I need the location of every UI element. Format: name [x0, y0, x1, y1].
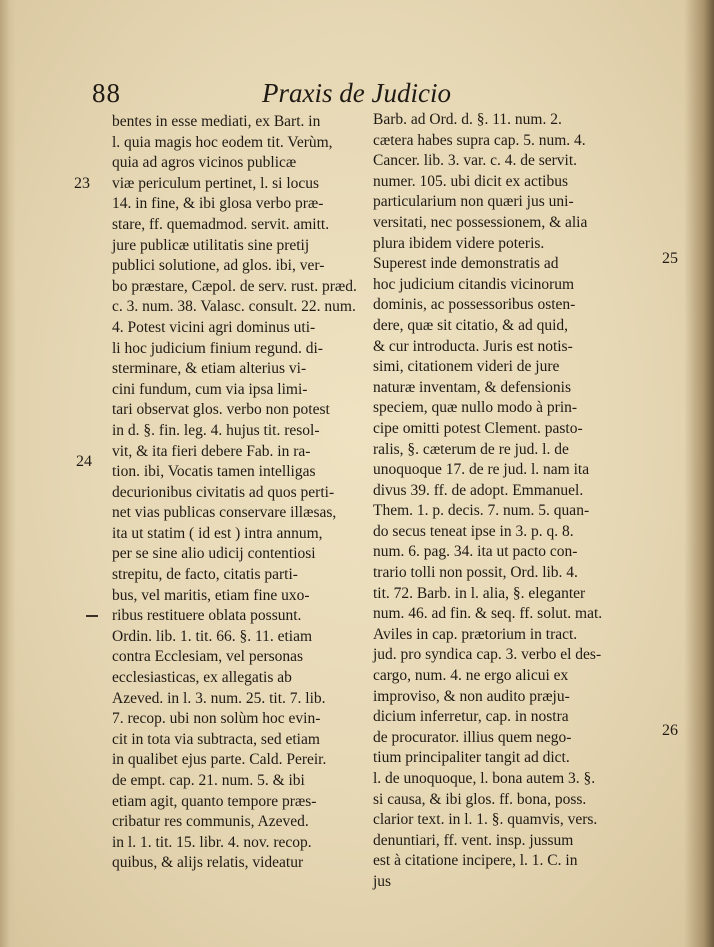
- right-column-line: jud. pro syndica cap. 3. verbo el des-: [373, 646, 602, 664]
- right-column-line: cargo, num. 4. ne ergo alicui ex: [373, 667, 569, 685]
- right-column-line: num. 6. pag. 34. ita ut pacto con-: [373, 543, 578, 561]
- left-column-line: 14. in fine, & ibi glosa verbo præ-: [112, 195, 324, 213]
- left-column-line: 7. recop. ubi non solùm hoc evin-: [112, 710, 321, 728]
- page-number: 88: [92, 78, 121, 108]
- left-column-line: bo præstare, Cæpol. de serv. rust. præd.: [112, 277, 357, 295]
- right-column-line: particularium non quæri jus uni-: [373, 193, 574, 211]
- left-column-line: decurionibus civitatis ad quos perti-: [112, 483, 335, 501]
- left-column-line: in l. 1. tit. 15. libr. 4. nov. recop.: [112, 833, 312, 851]
- right-column-line: dicium inferretur, cap. in nostra: [373, 708, 569, 726]
- right-column-line: cipe omitti potest Clement. pasto-: [373, 419, 583, 437]
- left-column-line: ita ut statim ( id est ) intra annum,: [112, 524, 323, 542]
- right-column-line: cætera habes supra cap. 5. num. 4.: [373, 131, 586, 149]
- page-header: [92, 74, 464, 114]
- right-column-line: Cancer. lib. 3. var. c. 4. de servit.: [373, 152, 578, 170]
- right-column-line: Superest inde demonstratis ad: [373, 255, 559, 273]
- margin-dash-mark: [86, 615, 98, 617]
- right-column-line: divus 39. ff. de adopt. Emmanuel.: [373, 481, 584, 499]
- left-column-line: ribus restituere oblata possunt.: [112, 607, 302, 625]
- left-column-line: net vias publicas conservare illæsas,: [112, 504, 337, 522]
- left-column-line: stare, ff. quemadmod. servit. amitt.: [112, 215, 330, 233]
- left-column-line: li hoc judicium finium regund. di-: [112, 339, 323, 357]
- margin-number-26: 26: [662, 722, 678, 739]
- right-column-line: improviso, & non audito præju-: [373, 687, 570, 705]
- right-column-line: est à citatione incipere, l. 1. C. in: [373, 852, 578, 870]
- right-column-line: clarior text. in l. 1. §. quamvis, vers.: [373, 811, 598, 829]
- right-column-line: & cur introducta. Juris est notis-: [373, 337, 573, 355]
- right-column-line: simi, citationem videri de jure: [373, 358, 560, 376]
- left-column-line: in d. §. fin. leg. 4. hujus tit. resol-: [112, 421, 320, 439]
- right-column-line: si causa, & ibi glos. ff. bona, poss.: [373, 790, 587, 808]
- left-column-line: bentes in esse mediati, ex Bart. in: [112, 113, 321, 130]
- right-column-line: plura ibidem videre poteris.: [373, 234, 545, 252]
- left-column-line: c. 3. num. 38. Valasc. consult. 22. num.: [112, 298, 356, 316]
- left-column-line: cit in tota via subtracta, sed etiam: [112, 730, 320, 748]
- left-column-line: cini fundum, cum via ipsa limi-: [112, 380, 308, 398]
- left-column-line: sterminare, & etiam alterius vi-: [112, 360, 307, 378]
- left-column-line: per se sine alio udicij contentiosi: [112, 545, 316, 563]
- left-column-line: vit, & ita fieri debere Fab. in ra-: [112, 442, 311, 460]
- right-column-line: speciem, quæ nullo modo à prin-: [373, 399, 578, 417]
- left-column-line: Ordin. lib. 1. tit. 66. §. 11. etiam: [112, 627, 313, 645]
- left-column-line: publici solutione, ad glos. ibi, ver-: [112, 257, 325, 275]
- running-title: Praxis de Judicio: [262, 78, 451, 108]
- page-right-edge-shadow: [684, 0, 714, 947]
- left-text-column: [112, 112, 374, 874]
- left-column-line: 4. Potest vicini agri dominus uti-: [112, 318, 316, 336]
- right-column-line: l. de unoquoque, l. bona autem 3. §.: [373, 770, 596, 787]
- margin-number-23: 23: [74, 175, 90, 192]
- left-column-line: viæ periculum pertinet, l. si locus: [112, 174, 320, 192]
- right-column-line: ralis, §. cæterum de re jud. l. de: [373, 440, 569, 458]
- right-column-line: versitati, nec possessionem, & alia: [373, 213, 588, 231]
- right-column-line: numer. 105. ubi dicit ex actibus: [373, 172, 569, 190]
- left-column-line: etiam agit, quanto tempore præs-: [112, 792, 317, 810]
- margin-number-24: 24: [76, 453, 92, 470]
- left-column-line: quia ad agros vicinos publicæ: [112, 154, 297, 172]
- right-column-line: unoquoque 17. de re jud. l. nam ita: [373, 461, 590, 479]
- right-column-line: trario tolli non possit, Ord. lib. 4.: [373, 564, 578, 582]
- right-column-line: naturæ inventam, & defensionis: [373, 378, 572, 396]
- margin-number-25: 25: [662, 250, 678, 267]
- left-column-line: bus, vel maritis, etiam fine uxo-: [112, 586, 310, 604]
- right-column-line: do secus teneat ipse in 3. p. q. 8.: [373, 522, 574, 540]
- right-text-column: [373, 110, 635, 893]
- left-column-line: tion. ibi, Vocatis tamen intelligas: [112, 463, 316, 481]
- right-column-line: Them. 1. p. decis. 7. num. 5. quan-: [373, 502, 590, 520]
- right-column-line: num. 46. ad fin. & seq. ff. solut. mat.: [373, 605, 603, 623]
- right-column-line: Aviles in cap. prætorium in tract.: [373, 625, 578, 643]
- right-column-line: denuntiari, ff. vent. insp. jussum: [373, 831, 574, 849]
- left-column-line: tari observat glos. verbo non potest: [112, 401, 330, 419]
- right-column-line: jus: [373, 872, 392, 890]
- left-column-line: cribatur res communis, Azeved.: [112, 813, 309, 831]
- left-column-line: ecclesiasticas, ex allegatis ab: [112, 669, 292, 687]
- right-column-line: tit. 72. Barb. in l. alia, §. eleganter: [373, 584, 586, 602]
- left-column-line: Azeved. in l. 3. num. 25. tit. 7. lib.: [112, 689, 326, 707]
- right-column-line: dere, quæ sit citatio, & ad quid,: [373, 316, 569, 334]
- right-column-line: dominis, ac possessoribus osten-: [373, 296, 576, 314]
- left-column-line: in qualibet ejus parte. Cald. Pereir.: [112, 751, 327, 769]
- right-column-line: hoc judicium citandis vicinorum: [373, 275, 575, 293]
- right-column-line: de procurator. illius quem nego-: [373, 728, 572, 746]
- left-column-line: de empt. cap. 21. num. 5. & ibi: [112, 772, 305, 789]
- left-column-line: quibus, & alijs relatis, videatur: [112, 854, 304, 872]
- right-column-line: tium principaliter tangit ad dict.: [373, 749, 570, 767]
- left-column-line: l. quia magis hoc eodem tit. Verùm,: [112, 133, 333, 151]
- right-column-line: Barb. ad Ord. d. §. 11. num. 2.: [373, 111, 562, 128]
- left-column-line: jure publicæ utilitatis sine pretij: [112, 236, 310, 254]
- page-left-edge-shadow: [0, 0, 16, 947]
- left-column-line: contra Ecclesiam, vel personas: [112, 648, 304, 666]
- left-column-line: strepitu, de facto, citatis parti-: [112, 566, 298, 584]
